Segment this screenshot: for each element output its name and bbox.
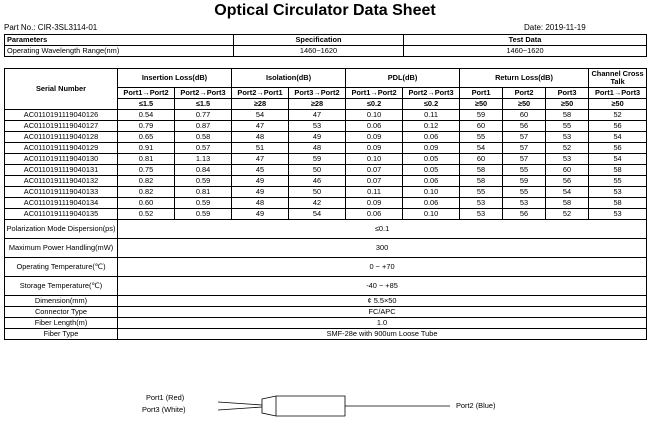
measurement-cell: 0.54 bbox=[118, 110, 175, 121]
spec-limit: ≥50 bbox=[546, 99, 589, 110]
spec-row-item bbox=[5, 220, 647, 239]
serial-number-cell: AC0110191119040133 bbox=[5, 187, 118, 198]
measurement-cell: 53 bbox=[589, 209, 647, 220]
spec-value: SMF-28e with 900um Loose Tube bbox=[118, 329, 647, 340]
table-row bbox=[5, 143, 647, 154]
measurement-cell: 0.06 bbox=[403, 198, 460, 209]
spec-value: 1.0 bbox=[118, 318, 647, 329]
measurement-cell: 0.57 bbox=[175, 143, 232, 154]
measurement-cell: 58 bbox=[546, 198, 589, 209]
measurement-cell: 0.10 bbox=[403, 187, 460, 198]
parameters-header: Parameters bbox=[5, 35, 234, 46]
test-results-table bbox=[4, 68, 647, 340]
measurement-cell: 60 bbox=[460, 154, 503, 165]
table-row bbox=[5, 110, 647, 121]
measurement-cell: 52 bbox=[589, 110, 647, 121]
part-number: Part No.: CIR-3SL3114-01 bbox=[4, 23, 98, 32]
measurement-cell: 0.81 bbox=[175, 187, 232, 198]
spec-row-item bbox=[5, 318, 647, 329]
measurement-cell: 0.06 bbox=[403, 132, 460, 143]
measurement-cell: 0.06 bbox=[346, 209, 403, 220]
port-subheader: Port2 bbox=[503, 88, 546, 99]
measurement-cell: 0.07 bbox=[346, 165, 403, 176]
spec-row-item bbox=[5, 296, 647, 307]
serial-number-header: Serial Number bbox=[5, 69, 118, 110]
measurement-cell: 60 bbox=[460, 121, 503, 132]
spec-limit: ≤0.2 bbox=[403, 99, 460, 110]
measurement-cell: 55 bbox=[460, 132, 503, 143]
spec-row-item bbox=[5, 307, 647, 318]
spec-value: 300 bbox=[118, 239, 647, 258]
circulator-body bbox=[262, 396, 345, 416]
measurement-cell: 0.82 bbox=[118, 187, 175, 198]
measurement-cell: 56 bbox=[589, 121, 647, 132]
spec-rows bbox=[5, 220, 647, 340]
port3-fiber bbox=[218, 407, 262, 410]
measurement-cell: 58 bbox=[460, 165, 503, 176]
measurement-cell: 49 bbox=[232, 187, 289, 198]
measurement-cell: 0.59 bbox=[175, 176, 232, 187]
measurement-cell: 49 bbox=[232, 176, 289, 187]
group-header-cross-talk: Channel Cross Talk bbox=[589, 69, 647, 88]
port-subheader: Port1→Port3 bbox=[589, 88, 647, 99]
spec-limit: ≥28 bbox=[289, 99, 346, 110]
spec-limit: ≤1.5 bbox=[175, 99, 232, 110]
measurement-cell: 50 bbox=[289, 165, 346, 176]
measurement-cell: 0.05 bbox=[403, 165, 460, 176]
measurement-cell: 52 bbox=[546, 143, 589, 154]
group-header-isolation: Isolation(dB) bbox=[232, 69, 346, 88]
serial-number-cell: AC0110191119040128 bbox=[5, 132, 118, 143]
measurement-cell: 57 bbox=[503, 143, 546, 154]
measurement-cell: 0.87 bbox=[175, 121, 232, 132]
table-row bbox=[5, 154, 647, 165]
measurement-cell: 58 bbox=[546, 110, 589, 121]
table-row bbox=[5, 165, 647, 176]
measurement-cell: 54 bbox=[589, 154, 647, 165]
test-data-header: Test Data bbox=[404, 35, 647, 46]
spec-limit: ≤0.2 bbox=[346, 99, 403, 110]
spec-value: -40 ~ +85 bbox=[118, 277, 647, 296]
measurement-cell: 47 bbox=[232, 121, 289, 132]
measurement-cell: 53 bbox=[589, 187, 647, 198]
measurement-cell: 0.10 bbox=[403, 209, 460, 220]
spec-label: Connector Type bbox=[5, 307, 118, 318]
measurement-cell: 55 bbox=[589, 176, 647, 187]
measurement-cell: 47 bbox=[232, 154, 289, 165]
data-rows bbox=[5, 110, 647, 220]
measurement-cell: 0.77 bbox=[175, 110, 232, 121]
serial-number-cell: AC0110191119040132 bbox=[5, 176, 118, 187]
measurement-cell: 0.09 bbox=[346, 198, 403, 209]
measurement-cell: 0.91 bbox=[118, 143, 175, 154]
measurement-cell: 49 bbox=[289, 132, 346, 143]
measurement-cell: 52 bbox=[546, 209, 589, 220]
measurement-cell: 0.81 bbox=[118, 154, 175, 165]
serial-number-cell: AC0110191119040135 bbox=[5, 209, 118, 220]
group-header-pdl: PDL(dB) bbox=[346, 69, 460, 88]
measurement-cell: 47 bbox=[289, 110, 346, 121]
measurement-cell: 0.79 bbox=[118, 121, 175, 132]
spec-limit: ≤1.5 bbox=[118, 99, 175, 110]
serial-number-cell: AC0110191119040130 bbox=[5, 154, 118, 165]
measurement-cell: 0.10 bbox=[346, 110, 403, 121]
measurement-cell: 46 bbox=[289, 176, 346, 187]
measurement-cell: 53 bbox=[289, 121, 346, 132]
measurement-cell: 54 bbox=[289, 209, 346, 220]
measurement-cell: 0.75 bbox=[118, 165, 175, 176]
spec-row-item bbox=[5, 329, 647, 340]
parameter-name: Operating Wavelength Range(nm) bbox=[5, 46, 234, 57]
spec-label: Operating Temperature(℃) bbox=[5, 258, 118, 277]
measurement-cell: 0.06 bbox=[346, 121, 403, 132]
measurement-cell: 58 bbox=[589, 198, 647, 209]
measurement-cell: 0.06 bbox=[403, 176, 460, 187]
port-subheader: Port2→Port3 bbox=[175, 88, 232, 99]
spec-label: Polarization Mode Dispersion(ps) bbox=[5, 220, 118, 239]
specification-header: Specification bbox=[234, 35, 404, 46]
measurement-cell: 57 bbox=[503, 154, 546, 165]
port-subheader: Port2→Port3 bbox=[403, 88, 460, 99]
group-header-insertion-loss: Insertion Loss(dB) bbox=[118, 69, 232, 88]
port-subheader: Port1→Port2 bbox=[346, 88, 403, 99]
spec-row-item bbox=[5, 239, 647, 258]
port-subheader: Port1 bbox=[460, 88, 503, 99]
serial-number-cell: AC0110191119040129 bbox=[5, 143, 118, 154]
measurement-cell: 60 bbox=[546, 165, 589, 176]
table-row bbox=[5, 198, 647, 209]
measurement-cell: 45 bbox=[232, 165, 289, 176]
measurement-cell: 55 bbox=[503, 187, 546, 198]
spec-label: Dimension(mm) bbox=[5, 296, 118, 307]
measurement-cell: 56 bbox=[546, 176, 589, 187]
measurement-cell: 42 bbox=[289, 198, 346, 209]
port-subheader: Port3→Port2 bbox=[289, 88, 346, 99]
port1-label: Port1 (Red) bbox=[146, 393, 185, 402]
port2-label: Port2 (Blue) bbox=[456, 401, 496, 410]
page-title: Optical Circulator Data Sheet bbox=[214, 2, 436, 19]
measurement-cell: 0.60 bbox=[118, 198, 175, 209]
measurement-cell: 58 bbox=[460, 176, 503, 187]
measurement-cell: 50 bbox=[289, 187, 346, 198]
spec-label: Fiber Length(m) bbox=[5, 318, 118, 329]
measurement-cell: 55 bbox=[460, 187, 503, 198]
port3-label: Port3 (White) bbox=[142, 405, 186, 414]
port-subheader: Port1→Port2 bbox=[118, 88, 175, 99]
spec-limit: ≥50 bbox=[503, 99, 546, 110]
spec-limit: ≥28 bbox=[232, 99, 289, 110]
measurement-cell: 54 bbox=[460, 143, 503, 154]
measurement-cell: 57 bbox=[503, 132, 546, 143]
serial-number-cell: AC0110191119040126 bbox=[5, 110, 118, 121]
measurement-cell: 0.84 bbox=[175, 165, 232, 176]
measurement-cell: 59 bbox=[289, 154, 346, 165]
measurement-cell: 0.12 bbox=[403, 121, 460, 132]
measurement-cell: 53 bbox=[460, 198, 503, 209]
table-row bbox=[5, 176, 647, 187]
sheet-date: Date: 2019-11-19 bbox=[524, 23, 586, 32]
spec-limit: ≥50 bbox=[589, 99, 647, 110]
measurement-cell: 58 bbox=[589, 165, 647, 176]
measurement-cell: 56 bbox=[503, 121, 546, 132]
parameter-test-data: 1460~1620 bbox=[404, 46, 647, 57]
spec-value: ≤0.1 bbox=[118, 220, 647, 239]
measurement-cell: 0.09 bbox=[403, 143, 460, 154]
measurement-cell: 0.11 bbox=[346, 187, 403, 198]
measurement-cell: 53 bbox=[546, 132, 589, 143]
spec-label: Storage Temperature(℃) bbox=[5, 277, 118, 296]
measurement-cell: 55 bbox=[503, 165, 546, 176]
measurement-cell: 59 bbox=[503, 176, 546, 187]
spec-label: Maximum Power Handling(mW) bbox=[5, 239, 118, 258]
measurement-cell: 56 bbox=[503, 209, 546, 220]
measurement-cell: 54 bbox=[589, 132, 647, 143]
spec-value: 0 ~ +70 bbox=[118, 258, 647, 277]
measurement-cell: 0.59 bbox=[175, 198, 232, 209]
measurement-cell: 0.59 bbox=[175, 209, 232, 220]
group-header-return-loss: Return Loss(dB) bbox=[460, 69, 589, 88]
measurement-cell: 0.09 bbox=[346, 132, 403, 143]
measurement-cell: 0.65 bbox=[118, 132, 175, 143]
port-subheader: Port2→Port1 bbox=[232, 88, 289, 99]
measurement-cell: 53 bbox=[460, 209, 503, 220]
measurement-cell: 0.11 bbox=[403, 110, 460, 121]
port-subheader: Port3 bbox=[546, 88, 589, 99]
measurement-cell: 0.52 bbox=[118, 209, 175, 220]
serial-number-cell: AC0110191119040131 bbox=[5, 165, 118, 176]
measurement-cell: 51 bbox=[232, 143, 289, 154]
measurement-cell: 0.10 bbox=[346, 154, 403, 165]
spec-row-item bbox=[5, 258, 647, 277]
serial-number-cell: AC0110191119040134 bbox=[5, 198, 118, 209]
table-row bbox=[5, 209, 647, 220]
measurement-cell: 53 bbox=[503, 198, 546, 209]
circulator-diagram bbox=[0, 385, 650, 432]
measurement-cell: 60 bbox=[503, 110, 546, 121]
spec-label: Fiber Type bbox=[5, 329, 118, 340]
spec-value: ¢ 5.5×50 bbox=[118, 296, 647, 307]
measurement-cell: 0.07 bbox=[346, 176, 403, 187]
parameters-table bbox=[4, 34, 647, 57]
measurement-cell: 54 bbox=[232, 110, 289, 121]
measurement-cell: 56 bbox=[589, 143, 647, 154]
table-row bbox=[5, 121, 647, 132]
measurement-cell: 53 bbox=[546, 154, 589, 165]
measurement-cell: 55 bbox=[546, 121, 589, 132]
measurement-cell: 54 bbox=[546, 187, 589, 198]
measurement-cell: 48 bbox=[232, 198, 289, 209]
spec-row-item bbox=[5, 277, 647, 296]
measurement-cell: 59 bbox=[460, 110, 503, 121]
port1-fiber bbox=[218, 402, 262, 405]
measurement-cell: 0.82 bbox=[118, 176, 175, 187]
measurement-cell: 1.13 bbox=[175, 154, 232, 165]
circulator-drawing bbox=[0, 385, 650, 432]
spec-value: FC/APC bbox=[118, 307, 647, 318]
parameter-spec: 1460~1620 bbox=[234, 46, 404, 57]
table-row bbox=[5, 132, 647, 143]
measurement-cell: 48 bbox=[232, 132, 289, 143]
measurement-cell: 0.05 bbox=[403, 154, 460, 165]
table-row bbox=[5, 187, 647, 198]
measurement-cell: 0.58 bbox=[175, 132, 232, 143]
serial-number-cell: AC0110191119040127 bbox=[5, 121, 118, 132]
spec-limit: ≥50 bbox=[460, 99, 503, 110]
measurement-cell: 0.09 bbox=[346, 143, 403, 154]
measurement-cell: 48 bbox=[289, 143, 346, 154]
measurement-cell: 49 bbox=[232, 209, 289, 220]
